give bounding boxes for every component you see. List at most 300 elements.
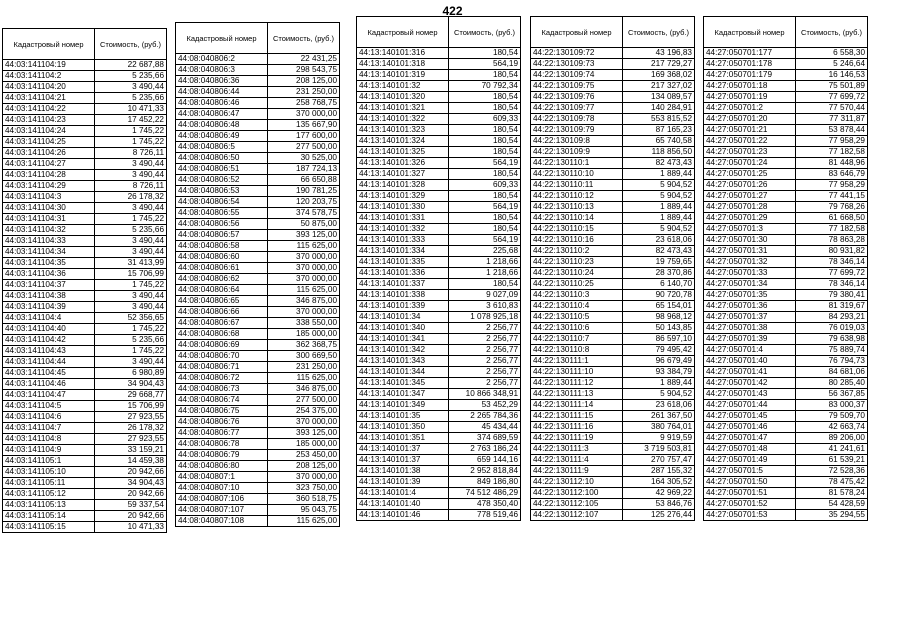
cadastral-number-cell: 44:08:040806:48 [176,120,268,131]
cadastral-number-header: Кадастровый номер [531,17,623,48]
cost-cell: 5 235,66 [95,71,167,82]
table-row [531,257,695,268]
cadastral-number-cell: 44:08:040806:68 [176,329,268,340]
cadastral-number-cell: 44:08:040806:55 [176,208,268,219]
table-row [357,268,521,279]
table-row [531,323,695,334]
cadastral-number-cell: 44:08:040806:75 [176,406,268,417]
cadastral-number-cell: 44:13:140101:321 [357,103,449,114]
cadastral-number-cell: 44:03:141104:22 [3,104,95,115]
table-row [3,214,167,225]
cost-cell: 277 500,00 [268,395,340,406]
table-row [531,279,695,290]
cost-cell: 17 452,22 [95,115,167,126]
cadastral-number-cell: 44:22:130109:75 [531,81,623,92]
cost-cell: 270 757,47 [623,455,695,466]
cadastral-number-cell: 44:08:040806:79 [176,450,268,461]
cost-cell: 380 764,01 [623,422,695,433]
cadastral-number-cell: 44:13:140101:339 [357,301,449,312]
cost-header: Стоимость, (руб.) [449,17,521,48]
cadastral-number-cell: 44:08:040806:74 [176,395,268,406]
table-row [357,466,521,477]
table-row [3,390,167,401]
table-row [3,324,167,335]
cost-cell: 61 539,21 [796,455,868,466]
cadastral-number-cell: 44:22:130110:23 [531,257,623,268]
cost-cell: 79 380,41 [796,290,868,301]
cost-cell: 217 327,02 [623,81,695,92]
cadastral-number-cell: 44:08:040806:72 [176,373,268,384]
cost-cell: 3 490,44 [95,302,167,313]
cadastral-number-cell: 44:27:050701:179 [704,70,796,81]
table-row [531,125,695,136]
cost-cell: 19 759,65 [623,257,695,268]
cost-cell: 3 490,44 [95,170,167,181]
table-row [176,329,340,340]
cadastral-number-cell: 44:03:141104:37 [3,280,95,291]
cadastral-number-cell: 44:13:140101:335 [357,257,449,268]
cadastral-number-cell: 44:22:130110:7 [531,334,623,345]
table-row [704,422,868,433]
cost-cell: 70 792,34 [449,81,521,92]
table-row [3,346,167,357]
cadastral-number-cell: 44:22:130110:16 [531,235,623,246]
cadastral-number-cell: 44:27:050701:33 [704,268,796,279]
table-row [357,477,521,488]
table-row [357,158,521,169]
table-row [3,412,167,423]
cadastral-number-cell: 44:22:130110:24 [531,268,623,279]
cadastral-number-cell: 44:08:040806:60 [176,252,268,263]
cost-cell: 2 256,77 [449,334,521,345]
cost-cell: 78 475,42 [796,477,868,488]
cadastral-number-cell: 44:13:140101:327 [357,169,449,180]
table-header-row [704,17,868,48]
table-row [176,483,340,494]
cost-cell: 34 904,43 [95,379,167,390]
cadastral-number-cell: 44:27:050701:20 [704,114,796,125]
table-row [704,323,868,334]
cost-cell: 1 745,22 [95,137,167,148]
table-row [531,202,695,213]
page-number: 422 [442,4,463,18]
cost-cell: 6 558,30 [796,48,868,59]
cost-cell: 180,54 [449,70,521,81]
cost-cell: 5 246,64 [796,59,868,70]
cadastral-number-cell: 44:08:040806:51 [176,164,268,175]
table-row [176,230,340,241]
cost-cell: 393 125,00 [268,230,340,241]
cadastral-number-cell: 44:13:140101:341 [357,334,449,345]
table-row [176,186,340,197]
cost-cell: 77 182,58 [796,147,868,158]
cadastral-number-cell: 44:13:140101:351 [357,433,449,444]
cadastral-number-cell: 44:08:040806:65 [176,296,268,307]
cost-cell: 253 450,00 [268,450,340,461]
cost-cell: 77 958,29 [796,180,868,191]
cost-cell: 258 768,75 [268,98,340,109]
table-row [3,423,167,434]
cost-cell: 115 625,00 [268,241,340,252]
cost-cell: 2 256,77 [449,367,521,378]
cost-cell: 2 256,77 [449,356,521,367]
cadastral-number-cell: 44:27:050701:21 [704,125,796,136]
cost-cell: 140 284,91 [623,103,695,114]
table-row [704,235,868,246]
table-row [704,345,868,356]
cadastral-number-cell: 44:13:140101:330 [357,202,449,213]
cadastral-number-cell: 44:13:140101:328 [357,180,449,191]
cost-cell: 45 434,44 [449,422,521,433]
cost-cell: 564,19 [449,235,521,246]
cadastral-number-cell: 44:27:050701:47 [704,433,796,444]
cost-cell: 185 000,00 [268,439,340,450]
table-row [704,510,868,521]
cost-header: Стоимость, (руб.) [796,17,868,48]
table-row [3,247,167,258]
table-row [531,477,695,488]
table-row [357,48,521,59]
cadastral-number-cell: 44:22:130110:12 [531,191,623,202]
cost-cell: 1 745,22 [95,126,167,137]
table-row [176,87,340,98]
cost-cell: 15 706,99 [95,401,167,412]
cost-cell: 187 724,13 [268,164,340,175]
cadastral-number-cell: 44:08:040806:56 [176,219,268,230]
table-row [704,400,868,411]
cost-cell: 93 384,79 [623,367,695,378]
cost-cell: 277 500,00 [268,142,340,153]
table-row [357,224,521,235]
cost-cell: 180,54 [449,125,521,136]
cost-cell: 65 154,01 [623,301,695,312]
cost-cell: 1 745,22 [95,280,167,291]
cost-cell: 77 182,58 [796,224,868,235]
cadastral-number-cell: 44:08:040806:5 [176,142,268,153]
cost-cell: 14 459,38 [95,456,167,467]
cost-cell: 180,54 [449,191,521,202]
cadastral-number-cell: 44:22:130111:19 [531,433,623,444]
cadastral-number-cell: 44:22:130110:15 [531,224,623,235]
cadastral-number-cell: 44:08:040807:107 [176,505,268,516]
cost-cell: 115 625,00 [268,373,340,384]
table-row [531,92,695,103]
cadastral-number-cell: 44:27:050701:44 [704,400,796,411]
table-row [3,511,167,522]
table-row [531,48,695,59]
cadastral-number-cell: 44:03:141104:43 [3,346,95,357]
table-row [357,125,521,136]
cadastral-number-cell: 44:03:141104:28 [3,170,95,181]
cost-cell: 72 528,36 [796,466,868,477]
cadastral-number-cell: 44:27:050701:24 [704,158,796,169]
table-row [176,373,340,384]
cost-cell: 82 473,43 [623,158,695,169]
cadastral-number-cell: 44:22:130111:13 [531,389,623,400]
cost-cell: 5 235,66 [95,225,167,236]
table-row [704,202,868,213]
table-row [704,301,868,312]
cadastral-number-cell: 44:13:140101:322 [357,114,449,125]
cadastral-number-cell: 44:03:141104:45 [3,368,95,379]
table-row [704,136,868,147]
table-row [357,81,521,92]
cost-cell: 849 186,80 [449,477,521,488]
cadastral-number-cell: 44:13:140101:324 [357,136,449,147]
table-row [3,445,167,456]
cost-header: Стоимость, (руб.) [623,17,695,48]
cadastral-number-cell: 44:22:130110:2 [531,246,623,257]
table-row [704,378,868,389]
cadastral-number-cell: 44:27:050701:41 [704,367,796,378]
cost-header: Стоимость, (руб.) [268,23,340,54]
cost-cell: 180,54 [449,92,521,103]
cost-cell: 190 781,25 [268,186,340,197]
table-row [531,444,695,455]
cadastral-number-cell: 44:22:130110:3 [531,290,623,301]
table-row [704,125,868,136]
cadastral-table-1 [2,28,167,533]
cadastral-number-cell: 44:13:140101:329 [357,191,449,202]
table-row [704,477,868,488]
cost-cell: 79 509,70 [796,411,868,422]
cost-cell: 346 875,00 [268,384,340,395]
table-row [531,433,695,444]
cadastral-number-header: Кадастровый номер [357,17,449,48]
cadastral-number-cell: 44:27:050701:40 [704,356,796,367]
cost-cell: 217 729,27 [623,59,695,70]
cadastral-number-cell: 44:03:141104:20 [3,82,95,93]
cost-cell: 87 165,23 [623,125,695,136]
cost-cell: 3 610,83 [449,301,521,312]
cost-cell: 180,54 [449,147,521,158]
cost-cell: 287 155,32 [623,466,695,477]
cadastral-number-cell: 44:03:141105:14 [3,511,95,522]
table-row [704,213,868,224]
table-row [704,444,868,455]
table-row [3,335,167,346]
cadastral-number-cell: 44:27:050701:2 [704,103,796,114]
cost-cell: 231 250,00 [268,362,340,373]
cadastral-number-cell: 44:27:050701:31 [704,246,796,257]
cadastral-number-cell: 44:03:141104:25 [3,137,95,148]
cadastral-number-cell: 44:03:141104:35 [3,258,95,269]
cost-cell: 76 019,03 [796,323,868,334]
cadastral-number-cell: 44:13:140101:342 [357,345,449,356]
cost-cell: 23 618,06 [623,235,695,246]
cost-cell: 374 578,75 [268,208,340,219]
cadastral-number-cell: 44:03:141105:15 [3,522,95,533]
cost-cell: 553 815,52 [623,114,695,125]
table-row [176,109,340,120]
cadastral-number-cell: 44:03:141104:39 [3,302,95,313]
table-row [176,219,340,230]
table-row [176,208,340,219]
table-row [176,252,340,263]
cadastral-number-cell: 44:03:141104:8 [3,434,95,445]
table-row [357,279,521,290]
cost-cell: 77 958,29 [796,136,868,147]
cadastral-number-cell: 44:08:040806:54 [176,197,268,208]
cadastral-number-cell: 44:08:040806:46 [176,98,268,109]
cadastral-number-cell: 44:13:140101:338 [357,290,449,301]
cadastral-number-cell: 44:22:130112:105 [531,499,623,510]
table-row [357,422,521,433]
table-row [176,318,340,329]
cadastral-number-cell: 44:27:050701:53 [704,510,796,521]
cost-cell: 564,19 [449,59,521,70]
cadastral-number-cell: 44:22:130112:10 [531,477,623,488]
cost-cell: 609,33 [449,114,521,125]
cost-cell: 29 668,77 [95,390,167,401]
cadastral-number-cell: 44:13:140101:331 [357,213,449,224]
cadastral-number-cell: 44:03:141105:13 [3,500,95,511]
cost-cell: 659 144,16 [449,455,521,466]
cadastral-number-cell: 44:08:040806:44 [176,87,268,98]
cadastral-number-cell: 44:27:050701:51 [704,488,796,499]
cadastral-number-cell: 44:22:130109:9 [531,147,623,158]
table-row [357,444,521,455]
cadastral-number-cell: 44:13:140101:336 [357,268,449,279]
table-row [3,280,167,291]
cost-cell: 50 143,85 [623,323,695,334]
table-row [531,246,695,257]
table-row [3,170,167,181]
cost-cell: 26 178,32 [95,423,167,434]
cadastral-number-cell: 44:22:130109:8 [531,136,623,147]
table-row [531,400,695,411]
cadastral-number-cell: 44:22:130109:76 [531,92,623,103]
cadastral-number-cell: 44:27:050701:52 [704,499,796,510]
cadastral-table-5 [703,16,868,521]
cost-cell: 86 597,10 [623,334,695,345]
table-row [3,236,167,247]
table-row [704,411,868,422]
table-row [357,301,521,312]
cost-cell: 180,54 [449,279,521,290]
cadastral-number-cell: 44:27:050701:50 [704,477,796,488]
table-row [704,290,868,301]
table-row [176,65,340,76]
cadastral-number-cell: 44:03:141104:29 [3,181,95,192]
table-row [357,455,521,466]
table-row [704,466,868,477]
table-row [357,213,521,224]
cadastral-number-cell: 44:27:050701:3 [704,224,796,235]
table-row [704,224,868,235]
cost-cell: 1 889,44 [623,202,695,213]
table-row [3,126,167,137]
cost-cell: 254 375,00 [268,406,340,417]
cost-cell: 1 218,66 [449,257,521,268]
table-row [704,356,868,367]
cost-cell: 478 350,40 [449,499,521,510]
table-row [357,389,521,400]
cost-cell: 77 441,15 [796,191,868,202]
table-row [3,148,167,159]
table-row [704,389,868,400]
cost-cell: 1 745,22 [95,214,167,225]
cadastral-number-cell: 44:27:050701:48 [704,444,796,455]
table-row [357,246,521,257]
cost-cell: 393 125,00 [268,428,340,439]
cadastral-number-cell: 44:03:141104:32 [3,225,95,236]
cost-cell: 96 679,49 [623,356,695,367]
cost-cell: 77 311,87 [796,114,868,125]
table-row [176,307,340,318]
cost-cell: 56 367,85 [796,389,868,400]
table-row [531,169,695,180]
table-row [357,257,521,268]
cadastral-number-cell: 44:27:050701:23 [704,147,796,158]
cost-cell: 346 875,00 [268,296,340,307]
cost-cell: 3 719 503,81 [623,444,695,455]
cadastral-number-cell: 44:22:130112:107 [531,510,623,521]
table-row [176,395,340,406]
table-row [3,368,167,379]
cadastral-number-cell: 44:08:040807:1 [176,472,268,483]
cadastral-number-cell: 44:13:140101:337 [357,279,449,290]
cadastral-number-cell: 44:13:140101:34 [357,312,449,323]
table-row [3,379,167,390]
cadastral-number-cell: 44:22:130109:73 [531,59,623,70]
cadastral-number-cell: 44:27:050701:4 [704,345,796,356]
cost-cell: 298 543,75 [268,65,340,76]
table-row [531,191,695,202]
cadastral-number-cell: 44:27:050701:34 [704,279,796,290]
table-row [531,367,695,378]
cadastral-number-cell: 44:03:141104:38 [3,291,95,302]
table-row [531,114,695,125]
cost-cell: 83 000,37 [796,400,868,411]
cost-cell: 76 794,73 [796,356,868,367]
cadastral-number-cell: 44:08:040806:66 [176,307,268,318]
cadastral-number-cell: 44:08:040806:69 [176,340,268,351]
cost-cell: 177 600,00 [268,131,340,142]
cadastral-number-cell: 44:13:140101:318 [357,59,449,70]
table-row [176,98,340,109]
cadastral-number-cell: 44:22:130110:6 [531,323,623,334]
table-row [176,417,340,428]
table-row [704,103,868,114]
cost-cell: 1 889,44 [623,169,695,180]
cost-cell: 609,33 [449,180,521,191]
table-row [357,345,521,356]
cost-cell: 1 745,22 [95,324,167,335]
cost-cell: 65 740,58 [623,136,695,147]
cost-cell: 66 650,88 [268,175,340,186]
cost-cell: 35 294,55 [796,510,868,521]
cadastral-number-cell: 44:08:040806:67 [176,318,268,329]
cost-cell: 78 346,14 [796,279,868,290]
table-row [3,269,167,280]
cadastral-number-cell: 44:03:141104:3 [3,192,95,203]
cost-cell: 360 518,75 [268,494,340,505]
cadastral-number-cell: 44:13:140101:39 [357,477,449,488]
cadastral-number-cell: 44:27:050701:22 [704,136,796,147]
table-row [176,175,340,186]
cadastral-number-cell: 44:27:050701:25 [704,169,796,180]
cadastral-number-cell: 44:03:141104:2 [3,71,95,82]
cost-cell: 79 495,42 [623,345,695,356]
cost-cell: 9 027,09 [449,290,521,301]
table-row [531,312,695,323]
cadastral-number-cell: 44:08:040806:64 [176,285,268,296]
cost-cell: 180,54 [449,169,521,180]
table-row [531,59,695,70]
cadastral-number-cell: 44:08:040806:47 [176,109,268,120]
table-row [704,92,868,103]
